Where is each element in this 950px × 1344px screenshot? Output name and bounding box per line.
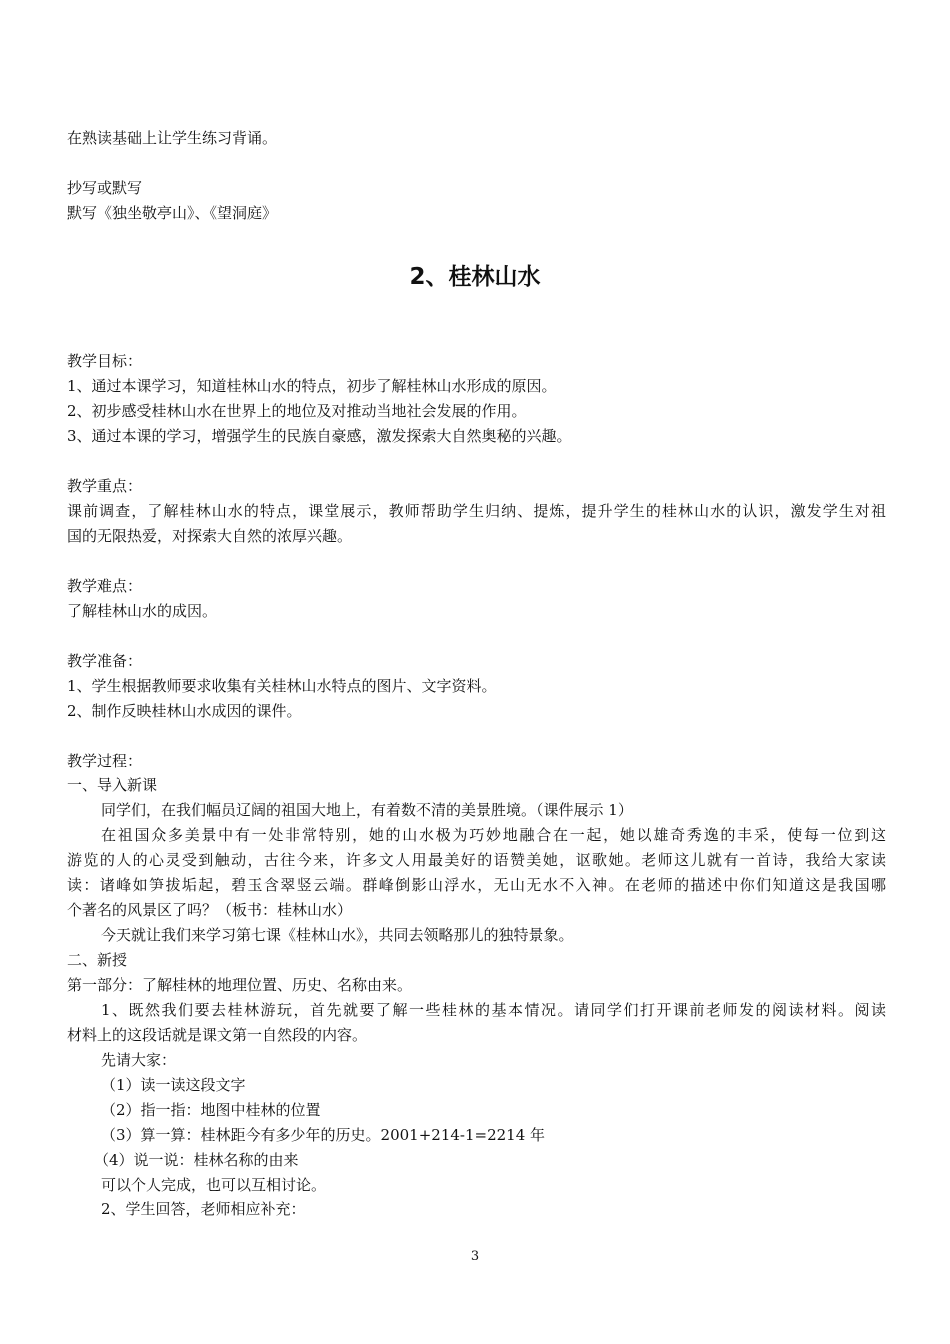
prev-recite-line: 在熟读基础上让学生练习背诵。 [67,129,278,147]
individual-note: 可以个人完成，也可以互相讨论。 [101,1176,327,1194]
ask-everyone: 先请大家： [101,1051,177,1069]
key-points-line-2: 国的无限热爱，对探索大自然的浓厚兴趣。 [67,527,353,545]
task-item-2: （2）指一指：地图中桂林的位置 [101,1101,321,1119]
difficulty-text: 了解桂林山水的成因。 [67,602,218,620]
prev-copy-heading: 抄写或默写 [67,179,143,197]
intro-paragraph-2-line-2: 游览的人的心灵受到触动，古往今来，许多文人用最美好的语赞美她，讴歌她。老师这儿就有一首诗，我给大家读 [67,851,886,869]
part1-heading: 一、导入新课 [67,776,158,794]
step1-line-2: 材料上的这段话就是课文第一自然段的内容。 [67,1026,368,1044]
step2-line: 2、学生回答，老师相应补充： [101,1200,306,1218]
task-item-4: （4）说一说：桂林名称的由来 [94,1151,299,1169]
intro-paragraph-1: 同学们，在我们幅员辽阔的祖国大地上，有着数不清的美景胜境。（课件展示 1） [101,801,633,819]
part2-heading: 二、新授 [67,951,128,969]
step1-line-1: 1、既然我们要去桂林游玩，首先就要了解一些桂林的基本情况。请同学们打开课前老师发的阅读材料。阅读 [101,1001,886,1019]
preparation-heading: 教学准备： [67,652,143,670]
section1-heading: 第一部分：了解桂林的地理位置、历史、名称由来。 [67,976,413,994]
task-item-3: （3）算一算：桂林距今有多少年的历史。2001+214-1=2214 年 [101,1126,546,1144]
preparation-item-1: 1、学生根据教师要求收集有关桂林山水特点的图片、文字资料。 [67,677,497,695]
objective-item-3: 3、通过本课的学习，增强学生的民族自豪感，激发探索大自然奥秘的兴趣。 [67,427,572,445]
intro-paragraph-3: 今天就让我们来学习第七课《桂林山水》，共同去领略那儿的独特景象。 [101,926,574,944]
objective-item-1: 1、通过本课学习，知道桂林山水的特点，初步了解桂林山水形成的原因。 [67,377,557,395]
prev-copy-text: 默写《独坐敬亭山》、《望洞庭》 [67,204,278,222]
objective-item-2: 2、初步感受桂林山水在世界上的地位及对推动当地社会发展的作用。 [67,402,527,420]
difficulty-heading: 教学难点： [67,577,143,595]
intro-paragraph-2-line-4: 个著名的风景区了吗？（板书：桂林山水） [67,901,353,919]
lesson-title: 2、桂林山水 [409,264,541,290]
key-points-line-1: 课前调查，了解桂林山水的特点，课堂展示，教师帮助学生归纳、提炼，提升学生的桂林山水的认识，激发学生对祖 [67,502,886,520]
task-item-1: （1）读一读这段文字 [101,1076,246,1094]
objectives-heading: 教学目标： [67,352,143,370]
preparation-item-2: 2、制作反映桂林山水成因的课件。 [67,702,302,720]
process-heading: 教学过程： [67,752,143,770]
key-points-heading: 教学重点： [67,477,143,495]
intro-paragraph-2-line-3: 读：诸峰如笋拔垢起，碧玉含翠竖云端。群峰倒影山浮水，无山无水不入神。在老师的描述中你们知道这是我国哪 [67,876,886,894]
intro-paragraph-2-line-1: 在祖国众多美景中有一处非常特别，她的山水极为巧妙地融合在一起，她以雄奇秀逸的丰采，使每一位到这 [101,826,886,844]
page-number: 3 [470,1249,480,1264]
